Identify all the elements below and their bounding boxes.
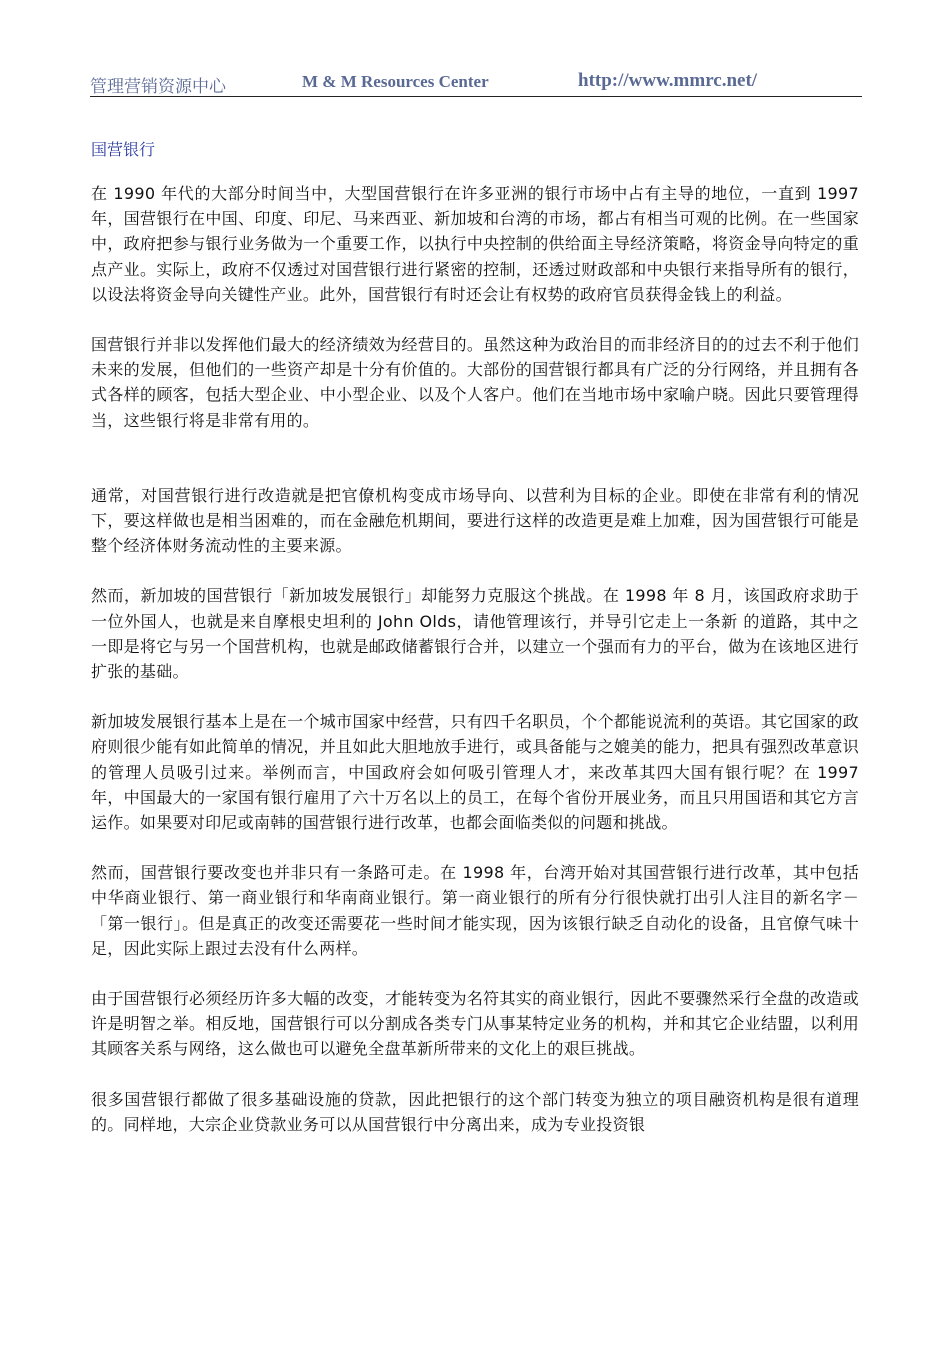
header-url-link[interactable]: http://www.mmrc.net/ [578,70,758,91]
paragraph-8: 很多国营银行都做了很多基础设施的贷款，因此把银行的这个部门转变为独立的项目融资机构是很有道理的。同样地，大宗企业贷款业务可以从国营银行中分离出来，成为专业投资银 [91,1089,859,1134]
paragraph-6: 然而，国营银行要改变也并非只有一条路可走。在 1998 年，台湾开始对其国营银行进行改革，其中包括中华商业银行、第一商业银行和华南商业银行。第一商业银行的所有分行很快就打出引人注目的新名字－「第一银行」。但是真正的改变还需要花一些时间才能实现，因为该银行缺乏自动化的设备，且官僚气味十足，因此实际上跟过去没有什么两样。 [91,863,859,958]
paragraph-1: 在 1990 年代的大部分时间当中，大型国营银行在许多亚洲的银行市场中占有主导的地位，一直到 1997 年，国营银行在中国、印度、印尼、马来西亚、新加坡和台湾的市场，都占有相当可观的比例。在一些国家中，政府把参与银行业务做为一个重要工作，以执行中央控制的供给面主导经济策略，将资金导向特定的重点产业。实际上，政府不仅透过对国营银行进行紧密的控制，还透过财政部和中央银行来指导所有的银行，以设法将资金导向关键性产业。此外，国营银行有时还会让有权势的政府官员获得金钱上的利益。 [91,184,859,304]
paragraph-5: 新加坡发展银行基本上是在一个城市国家中经营，只有四千名职员，个个都能说流利的英语。其它国家的政府则很少能有如此简单的情况，并且如此大胆地放手进行，或具备能与之媲美的能力，把具有强烈改革意识的管理人员吸引过来。举例而言，中国政府会如何吸引管理人才，来改革其四大国有银行呢？在 1997 年，中国最大的一家国有银行雇用了六十万名以上的员工，在每个省份开展业务，而且只用国语和其它方言运作。如果要对印尼或南韩的国营银行进行改革，也都会面临类似的问题和挑战。 [91,712,859,833]
paragraph-7: 由于国营银行必须经历许多大幅的改变，才能转变为名符其实的商业银行，因此不要骤然采行全盘的改造或许是明智之举。相反地，国营银行可以分割成各类专门从事某特定业务的机构，并和其它企业结盟，以利用其顾客关系与网络，这么做也可以避免全盘革新所带来的文化上的艰巨挑战。 [91,989,859,1059]
page-header [90,70,862,97]
paragraph-4: 然而，新加坡的国营银行「新加坡发展银行」却能努力克服这个挑战。在 1998 年 8 月，该国政府求助于一位外国人，也就是来自摩根史坦利的 John Olds，请他管理该行，并导引它走上一条新 的道路，其中之一即是将它与另一个国营机构，也就是邮政储蓄银行合并，以建立一个强而有力的平台，做为在该地区进行扩张的基础。 [91,586,859,682]
paragraph-3: 通常，对国营银行进行改造就是把官僚机构变成市场导向、以营利为目标的企业。即使在非常有利的情况下，要这样做也是相当困难的，而在金融危机期间，要进行这样的改造更是难上加难，因为国营银行可能是整个经济体财务流动性的主要来源。 [91,485,859,556]
paragraph-2: 国营银行并非以发挥他们最大的经济绩效为经营目的。虽然这种为政治目的而非经济目的的过去不利于他们未来的发展，但他们的一些资产却是十分有价值的。大部份的国营银行都具有广泛的分行网络，并且拥有各式各样的顾客，包括大型企业、中小型企业、以及个人客户。他们在当地市场中家喻户晓。因此只要管理得当，这些银行将是非常有用的。 [91,335,859,430]
header-center-name-cn: 管理营销资源中心 [90,77,226,97]
article-body [91,181,859,1162]
header-center-name-en: M & M Resources Center [302,72,489,91]
article-title: 国营银行 [91,140,156,159]
